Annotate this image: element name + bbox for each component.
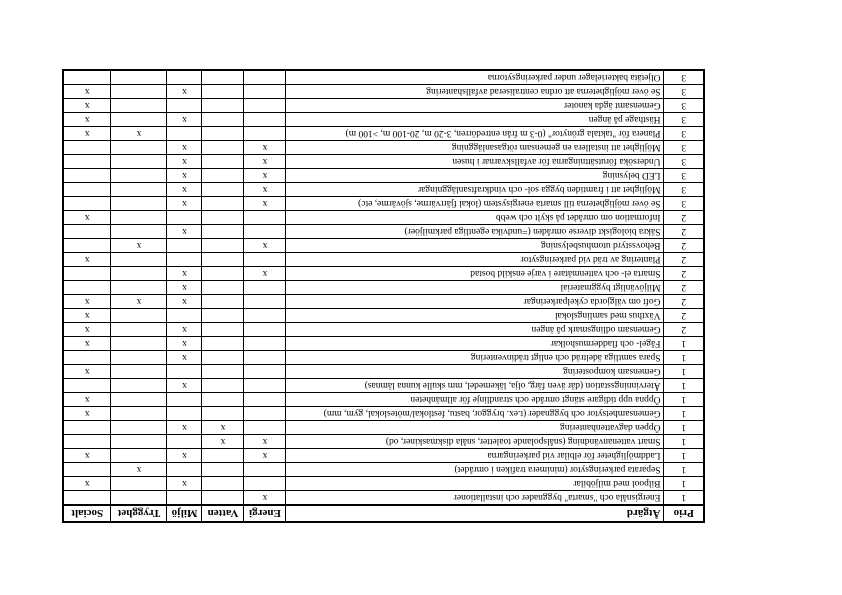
cell-action: Säkra biologiskt diverse områden (=undvika egentliga parkmiljöer) [286,225,664,239]
table-row [63,281,704,295]
cell-energi [244,85,286,99]
cell-prio: 2 [664,295,704,309]
cell-socialt [63,435,111,449]
cell-energi [244,99,286,113]
cell-energi [244,323,286,337]
table-row [63,141,704,155]
header-energi: Energi [244,505,286,522]
cell-vatten [202,225,244,239]
cell-vatten [202,267,244,281]
cell-miljo [167,393,202,407]
cell-miljo: x [167,197,202,211]
cell-prio: 1 [664,337,704,351]
cell-trygghet [111,309,167,323]
cell-trygghet [111,211,167,225]
cell-energi [244,225,286,239]
cell-prio: 2 [664,239,704,253]
cell-miljo [167,463,202,477]
cell-socialt [63,225,111,239]
table-row [63,365,704,379]
cell-socialt: x [63,99,111,113]
cell-socialt [63,169,111,183]
cell-socialt [63,491,111,506]
cell-energi: x [244,239,286,253]
cell-trygghet: x [111,295,167,309]
cell-trygghet [111,393,167,407]
table-row [63,407,704,421]
cell-miljo [167,365,202,379]
cell-prio: 3 [664,99,704,113]
cell-trygghet: x [111,239,167,253]
cell-miljo: x [167,477,202,491]
cell-prio: 1 [664,477,704,491]
cell-miljo [167,239,202,253]
cell-action: Behovsstyrd utomhusbelysning [286,239,664,253]
cell-action: LED belysning [286,169,664,183]
cell-miljo: x [167,421,202,435]
cell-trygghet [111,351,167,365]
table-header-row [63,505,704,522]
cell-miljo [167,309,202,323]
table-row [63,449,704,463]
table-row [63,225,704,239]
cell-miljo: x [167,267,202,281]
header-vatten: Vatten [202,505,244,522]
cell-trygghet [111,337,167,351]
cell-trygghet [111,477,167,491]
cell-vatten [202,183,244,197]
cell-socialt [63,421,111,435]
cell-miljo [167,211,202,225]
cell-vatten [202,253,244,267]
cell-energi [244,463,286,477]
cell-energi: x [244,491,286,506]
cell-trygghet [111,169,167,183]
cell-prio: 1 [664,421,704,435]
cell-prio: 1 [664,379,704,393]
cell-trygghet: x [111,127,167,141]
cell-trygghet [111,449,167,463]
cell-miljo: x [167,155,202,169]
cell-action: Se över möjligheterna att ordna centraliserad avfallshantering [286,85,664,99]
cell-miljo: x [167,183,202,197]
cell-socialt: x [63,211,111,225]
cell-action: Planera för "taktala grönytor" (0-3 m från entredörren, 3-20 m, 20-100 m, >100 m) [286,127,664,141]
cell-trygghet: x [111,463,167,477]
cell-prio: 1 [664,351,704,365]
cell-socialt: x [63,477,111,491]
measures-table [62,69,705,523]
cell-trygghet [111,407,167,421]
cell-action: Växthus med samlingslokal [286,309,664,323]
cell-trygghet [111,155,167,169]
table-row [63,323,704,337]
cell-prio: 2 [664,267,704,281]
cell-socialt [63,463,111,477]
table-row [63,351,704,365]
cell-vatten [202,393,244,407]
cell-vatten [202,323,244,337]
cell-prio: 1 [664,407,704,421]
table-row [63,85,704,99]
cell-socialt: x [63,253,111,267]
cell-action: Hästhage på ängen [286,113,664,127]
cell-vatten [202,449,244,463]
cell-action: Smart vattenanvändning (snålspolande toaletter, snåla diskmaskiner, od) [286,435,664,449]
cell-trygghet [111,183,167,197]
table-row [63,127,704,141]
cell-energi [244,295,286,309]
cell-energi: x [244,267,286,281]
table-row [63,113,704,127]
cell-vatten [202,309,244,323]
cell-action: Gemensam kompostering [286,365,664,379]
table-row [63,253,704,267]
cell-socialt [63,155,111,169]
cell-socialt [63,141,111,155]
cell-action: Goft om välgjorda cykelparkeringar [286,295,664,309]
cell-trygghet [111,435,167,449]
cell-socialt: x [63,309,111,323]
cell-energi: x [244,141,286,155]
cell-miljo [167,253,202,267]
cell-trygghet [111,85,167,99]
cell-socialt [63,379,111,393]
cell-prio: 2 [664,253,704,267]
cell-action: Se över möjligheterna till smarta energisystem (lokal fjärrvärme, sjövärme, etc) [286,197,664,211]
cell-energi: x [244,449,286,463]
cell-socialt: x [63,113,111,127]
cell-miljo: x [167,351,202,365]
cell-prio: 1 [664,365,704,379]
cell-prio: 2 [664,323,704,337]
table-row [63,183,704,197]
cell-trygghet [111,70,167,85]
header-action: Åtgärd [286,505,664,522]
cell-vatten [202,281,244,295]
cell-energi [244,211,286,225]
cell-trygghet [111,267,167,281]
cell-action: Information om området på skylt och webb [286,211,664,225]
cell-trygghet [111,421,167,435]
cell-action: Smarta el- och vattenmätare i varje enskild bostad [286,267,664,281]
cell-trygghet [111,365,167,379]
cell-prio: 2 [664,211,704,225]
cell-trygghet [111,197,167,211]
cell-energi [244,127,286,141]
cell-prio: 3 [664,127,704,141]
cell-vatten [202,141,244,155]
cell-socialt [63,197,111,211]
cell-miljo: x [167,225,202,239]
cell-action: Energisnåla och "smarta" byggnader och installationer [286,491,664,506]
cell-action: Laddmöjligheter för elbilar vid parkeringarna [286,449,664,463]
cell-vatten [202,155,244,169]
table-row [63,393,704,407]
cell-action: Återvinningsstation (där även färg, olja, läkemedel, mm skulle kunna lämnas) [286,379,664,393]
cell-vatten [202,477,244,491]
cell-vatten [202,351,244,365]
cell-action: Plantering av träd vid parkeringsytor [286,253,664,267]
table-row [63,99,704,113]
cell-action: Möjlighet att installera en gemensam rötgasanläggning [286,141,664,155]
cell-miljo: x [167,281,202,295]
table-row [63,491,704,506]
cell-miljo: x [167,295,202,309]
cell-vatten [202,99,244,113]
cell-energi: x [244,197,286,211]
cell-energi [244,351,286,365]
cell-energi: x [244,155,286,169]
cell-prio: 1 [664,449,704,463]
table-row [63,239,704,253]
table-body [63,70,704,505]
cell-energi: x [244,169,286,183]
cell-action: Bilpool med miljöbilar [286,477,664,491]
cell-energi [244,309,286,323]
cell-energi: x [244,435,286,449]
cell-action: Fågel- och fladdermusholkar [286,337,664,351]
cell-miljo [167,70,202,85]
cell-action: Möjlighet att i framtiden bygga sol- och vindkraftsanläggningar [286,183,664,197]
cell-miljo [167,407,202,421]
header-socialt: Socialt [63,505,111,522]
cell-vatten [202,491,244,506]
cell-trygghet [111,141,167,155]
cell-energi [244,70,286,85]
table-row [63,267,704,281]
cell-action: Oljetäta bakterielager under parkeringsytorna [286,70,664,85]
cell-action: Gemensamhetsytor och byggnader (t.ex. bryggor, bastu, festlokal/möteslokal, gym, mm) [286,407,664,421]
cell-socialt: x [63,85,111,99]
cell-prio: 3 [664,183,704,197]
cell-energi: x [244,183,286,197]
table-row [63,169,704,183]
cell-vatten [202,113,244,127]
table-row [63,295,704,309]
cell-energi [244,337,286,351]
cell-miljo: x [167,337,202,351]
cell-socialt: x [63,393,111,407]
cell-vatten [202,85,244,99]
cell-miljo: x [167,141,202,155]
cell-miljo: x [167,379,202,393]
cell-socialt [63,281,111,295]
cell-vatten [202,127,244,141]
cell-miljo: x [167,449,202,463]
cell-energi [244,113,286,127]
header-trygghet: Trygghet [111,505,167,522]
cell-action: Gemensamt ägda kanoter [286,99,664,113]
cell-miljo: x [167,113,202,127]
cell-prio: 3 [664,155,704,169]
table-row [63,435,704,449]
cell-vatten [202,211,244,225]
cell-socialt: x [63,295,111,309]
cell-vatten [202,337,244,351]
cell-prio: 3 [664,70,704,85]
cell-socialt: x [63,407,111,421]
cell-trygghet [111,225,167,239]
cell-socialt [63,70,111,85]
cell-prio: 3 [664,141,704,155]
table-row [63,197,704,211]
cell-prio: 2 [664,281,704,295]
cell-socialt [63,183,111,197]
cell-prio: 1 [664,393,704,407]
rotated-table-wrapper [64,72,705,523]
cell-miljo [167,127,202,141]
cell-miljo: x [167,85,202,99]
cell-prio: 1 [664,435,704,449]
cell-action: Spara samtliga ädelträd och enligt trädinventering [286,351,664,365]
cell-trygghet [111,379,167,393]
cell-prio: 2 [664,309,704,323]
table-row [63,421,704,435]
cell-action: Öppna upp tidigare stängt område och strandlinje för allmänheten [286,393,664,407]
cell-vatten: x [202,435,244,449]
table-row [63,379,704,393]
cell-action: Undersöka förutsättningarna för avfallskvarnar i husen [286,155,664,169]
table-row [63,337,704,351]
cell-energi [244,253,286,267]
cell-socialt [63,239,111,253]
cell-miljo: x [167,323,202,337]
cell-energi [244,421,286,435]
cell-vatten [202,365,244,379]
table-row [63,155,704,169]
cell-vatten [202,239,244,253]
table-row [63,477,704,491]
cell-energi [244,393,286,407]
cell-trygghet [111,323,167,337]
cell-prio: 1 [664,463,704,477]
cell-socialt [63,267,111,281]
cell-action: Miljövänligt byggmaterial [286,281,664,295]
cell-socialt: x [63,127,111,141]
cell-action: Gemensam odlingsmark på ängen [286,323,664,337]
cell-socialt: x [63,323,111,337]
cell-vatten [202,463,244,477]
cell-energi [244,477,286,491]
cell-prio: 3 [664,169,704,183]
cell-vatten [202,295,244,309]
cell-vatten [202,70,244,85]
cell-socialt: x [63,365,111,379]
cell-prio: 3 [664,85,704,99]
cell-miljo [167,491,202,506]
cell-trygghet [111,113,167,127]
cell-action: Öppen dagvattenhantering [286,421,664,435]
table-row [63,309,704,323]
header-miljo: Miljö [167,505,202,522]
cell-prio: 3 [664,197,704,211]
cell-miljo: x [167,169,202,183]
cell-action: Separata parkeringsytor (minimera trafiken i området) [286,463,664,477]
cell-trygghet [111,253,167,267]
cell-vatten [202,197,244,211]
header-prio: Prio [664,505,704,522]
cell-energi [244,379,286,393]
table-row [63,463,704,477]
cell-vatten [202,169,244,183]
cell-prio: 3 [664,113,704,127]
cell-trygghet [111,491,167,506]
cell-vatten [202,407,244,421]
table-row [63,70,704,85]
cell-socialt: x [63,337,111,351]
table-row [63,211,704,225]
cell-vatten: x [202,421,244,435]
cell-prio: 1 [664,491,704,506]
cell-prio: 2 [664,225,704,239]
cell-energi [244,365,286,379]
cell-miljo [167,435,202,449]
cell-trygghet [111,99,167,113]
cell-miljo [167,99,202,113]
cell-vatten [202,379,244,393]
cell-socialt: x [63,449,111,463]
cell-energi [244,281,286,295]
cell-socialt [63,351,111,365]
cell-energi [244,407,286,421]
cell-trygghet [111,281,167,295]
